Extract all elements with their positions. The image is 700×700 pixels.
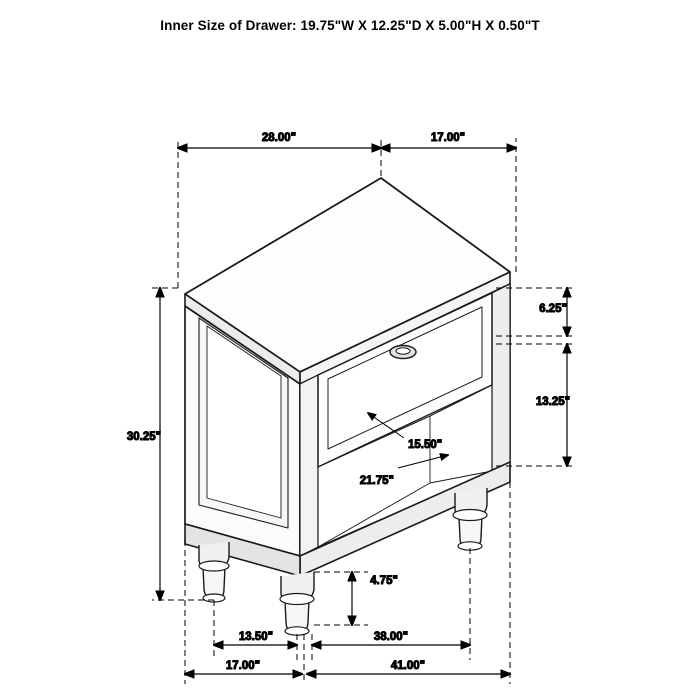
dim-label-inner-b: 21.75" [359,475,394,487]
dim-label-inner-a: 15.50" [408,439,443,451]
dim-label-overall-depth: 17.00" [225,660,261,672]
dim-label-top-to-drawer: 6.25" [539,303,567,315]
leg-front-left [199,542,229,602]
leg-right [453,488,487,550]
dim-label-base-width: 38.00" [373,631,409,643]
page-title: Inner Size of Drawer: 19.75"W X 12.25"D X 5.00"H X 0.50"T [160,18,540,33]
dim-label-drawer-to-base: 13.25" [535,396,571,408]
leg-front-center [280,572,314,635]
dim-label-leg-height: 4.75" [370,575,398,587]
nightstand-illustration [185,178,510,635]
dim-label-overall-height: 30.25" [126,431,162,443]
front-face-left-stile [300,375,318,556]
front-face-right-stile [492,284,510,471]
drawer-pull-inner [396,348,410,354]
dim-label-base-depth: 13.50" [238,631,274,643]
dim-label-top-width: 28.00" [261,132,297,144]
dim-label-top-depth: 17.00" [430,132,466,144]
dim-label-overall-width: 41.00" [390,660,426,672]
